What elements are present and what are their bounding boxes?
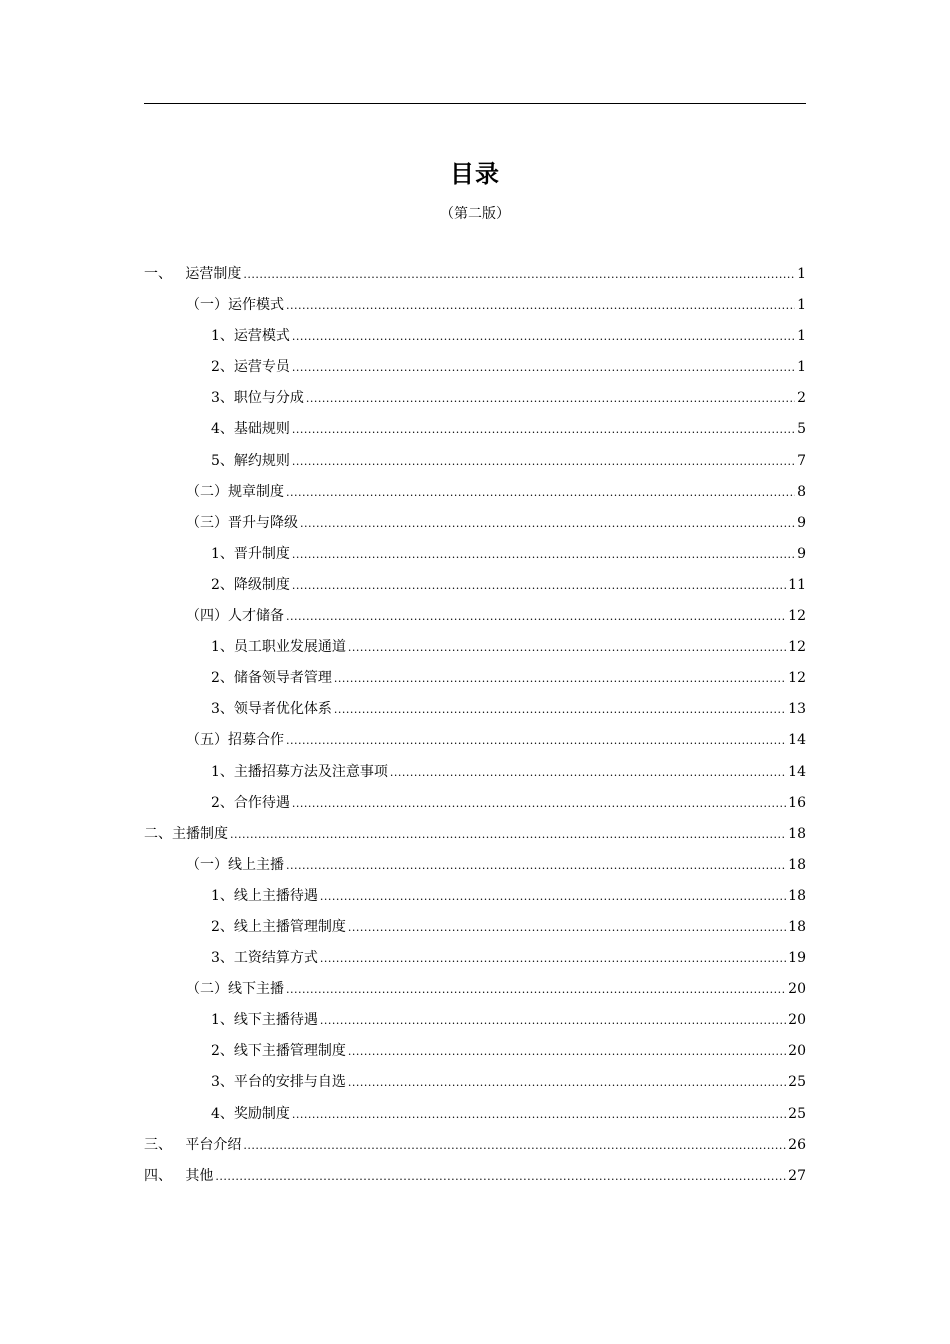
toc-dot-leader [286, 294, 795, 317]
toc-dot-leader [348, 916, 786, 939]
toc-dot-leader [334, 667, 786, 690]
toc-entry[interactable] [144, 574, 806, 605]
toc-entry-label: 4、基础规则 [211, 421, 290, 438]
toc-dot-leader [292, 1103, 786, 1126]
toc-dot-leader [348, 1071, 786, 1094]
toc-entry[interactable] [144, 1165, 806, 1196]
toc-entry[interactable] [144, 792, 806, 823]
toc-entry-page-number: 19 [788, 950, 806, 967]
toc-entry-label: 2、运营专员 [211, 359, 290, 376]
toc-entry[interactable] [144, 387, 806, 418]
toc-entry-label: （五）招募合作 [186, 732, 284, 749]
toc-entry-label: （一）运作模式 [186, 297, 284, 314]
toc-entry[interactable] [144, 947, 806, 978]
toc-entry-label: 2、线上主播管理制度 [211, 918, 346, 935]
toc-entry-label: 3、领导者优化体系 [211, 701, 332, 718]
toc-entry-label: 2、降级制度 [211, 576, 290, 593]
toc-entry[interactable] [144, 1134, 806, 1165]
toc-entry[interactable] [144, 761, 806, 792]
toc-dot-leader [286, 729, 786, 752]
toc-entry-page-number: 12 [788, 608, 806, 625]
toc-entry-page-number: 20 [788, 1043, 806, 1060]
toc-dot-leader [292, 792, 786, 815]
toc-entry[interactable] [144, 418, 806, 449]
toc-dot-leader [286, 605, 786, 628]
toc-entry-label: （一）线上主播 [186, 856, 284, 873]
toc-entry-label: 四、 其他 [144, 1167, 214, 1184]
page-subtitle: （第二版） [440, 206, 510, 222]
toc-entry-page-number: 25 [788, 1105, 806, 1122]
toc-entry-label: （三）晋升与降级 [186, 514, 298, 531]
toc-entry[interactable] [144, 605, 806, 636]
toc-entry[interactable] [144, 512, 806, 543]
toc-entry-page-number: 13 [788, 701, 806, 718]
toc-dot-leader [320, 947, 786, 970]
toc-entry-page-number: 27 [788, 1167, 806, 1184]
toc-entry-page-number: 1 [797, 359, 806, 376]
toc-entry-page-number: 14 [788, 732, 806, 749]
toc-dot-leader [230, 823, 786, 846]
toc-entry[interactable] [144, 636, 806, 667]
toc-entry-label: 1、线下主播待遇 [211, 1012, 318, 1029]
toc-entry[interactable] [144, 698, 806, 729]
toc-dot-leader [320, 885, 786, 908]
toc-entry-label: 1、运营模式 [211, 328, 290, 345]
toc-entry-page-number: 14 [788, 763, 806, 780]
toc-entry[interactable] [144, 325, 806, 356]
toc-entry[interactable] [144, 1009, 806, 1040]
toc-entry-label: 2、储备领导者管理 [211, 670, 332, 687]
toc-dot-leader [286, 854, 786, 877]
toc-entry-page-number: 20 [788, 1012, 806, 1029]
toc-entry-page-number: 25 [788, 1074, 806, 1091]
toc-dot-leader [292, 356, 795, 379]
toc-entry-page-number: 5 [797, 421, 806, 438]
toc-dot-leader [286, 481, 795, 504]
toc-entry[interactable] [144, 356, 806, 387]
toc-entry-page-number: 9 [797, 514, 806, 531]
toc-entry[interactable] [144, 263, 806, 294]
toc-dot-leader [306, 387, 795, 410]
toc-entry-label: 三、 平台介绍 [144, 1136, 242, 1153]
toc-entry[interactable] [144, 543, 806, 574]
toc-entry[interactable] [144, 667, 806, 698]
toc-entry-label: 3、平台的安排与自选 [211, 1074, 346, 1091]
toc-entry-page-number: 18 [788, 856, 806, 873]
toc-entry-page-number: 1 [797, 266, 806, 282]
toc-entry[interactable] [144, 1040, 806, 1071]
toc-dot-leader [243, 263, 795, 286]
toc-entry-page-number: 1 [797, 328, 806, 345]
toc-entry[interactable] [144, 854, 806, 885]
toc-entry-label: 1、主播招募方法及注意事项 [211, 763, 388, 780]
header-rule [144, 103, 806, 104]
toc-entry-label: 5、解约规则 [211, 452, 290, 469]
toc-entry-page-number: 26 [788, 1136, 806, 1153]
toc-entry-label: 4、奖励制度 [211, 1105, 290, 1122]
toc-dot-leader [390, 761, 786, 784]
toc-entry[interactable] [144, 481, 806, 512]
toc-dot-leader [215, 1165, 786, 1188]
toc-entry-page-number: 18 [788, 887, 806, 904]
toc-entry-page-number: 18 [788, 918, 806, 935]
toc-entry[interactable] [144, 450, 806, 481]
toc-entry[interactable] [144, 978, 806, 1009]
toc-dot-leader [320, 1009, 786, 1032]
toc-entry-label: 二、主播制度 [144, 825, 228, 842]
toc-entry[interactable] [144, 1071, 806, 1102]
toc-dot-leader [334, 698, 786, 721]
toc-entry-label: 2、合作待遇 [211, 794, 290, 811]
toc-dot-leader [292, 450, 795, 473]
toc-entry-label: 1、员工职业发展通道 [211, 639, 346, 656]
toc-entry[interactable] [144, 294, 806, 325]
toc-entry-page-number: 9 [797, 545, 806, 562]
toc-entry-label: 1、晋升制度 [211, 545, 290, 562]
toc-entry[interactable] [144, 885, 806, 916]
toc-dot-leader [348, 1040, 786, 1063]
toc-entry[interactable] [144, 916, 806, 947]
page-title: 目录 [450, 160, 500, 188]
toc-entry[interactable] [144, 729, 806, 760]
toc-dot-leader [300, 512, 795, 535]
toc-entry-label: 一、 运营制度 [144, 266, 242, 282]
toc-dot-leader [243, 1134, 786, 1157]
toc-entry-page-number: 1 [797, 297, 806, 314]
toc-entry[interactable] [144, 823, 806, 854]
toc-entry-page-number: 20 [788, 981, 806, 998]
toc-entry-page-number: 2 [797, 390, 806, 407]
toc-entry-page-number: 16 [788, 794, 806, 811]
toc-entry-page-number: 12 [788, 639, 806, 656]
toc-entry-label: （二）线下主播 [186, 981, 284, 998]
toc-dot-leader [292, 543, 795, 566]
toc-dot-leader [348, 636, 786, 659]
toc-dot-leader [292, 325, 795, 348]
toc-entry-page-number: 12 [788, 670, 806, 687]
toc-dot-leader [292, 574, 786, 597]
toc-entry-label: （四）人才储备 [186, 608, 284, 625]
toc-entry-label: 3、职位与分成 [211, 390, 304, 407]
toc-entry-label: 3、工资结算方式 [211, 950, 318, 967]
toc-entry-page-number: 8 [797, 483, 806, 500]
table-of-contents [144, 263, 806, 1196]
toc-entry-label: 2、线下主播管理制度 [211, 1043, 346, 1060]
toc-dot-leader [292, 418, 795, 441]
toc-entry-page-number: 18 [788, 825, 806, 842]
toc-entry-label: （二）规章制度 [186, 483, 284, 500]
toc-entry-label: 1、线上主播待遇 [211, 887, 318, 904]
toc-entry-page-number: 7 [797, 452, 806, 469]
toc-dot-leader [286, 978, 786, 1001]
toc-entry-page-number: 11 [788, 576, 806, 593]
toc-entry[interactable] [144, 1103, 806, 1134]
